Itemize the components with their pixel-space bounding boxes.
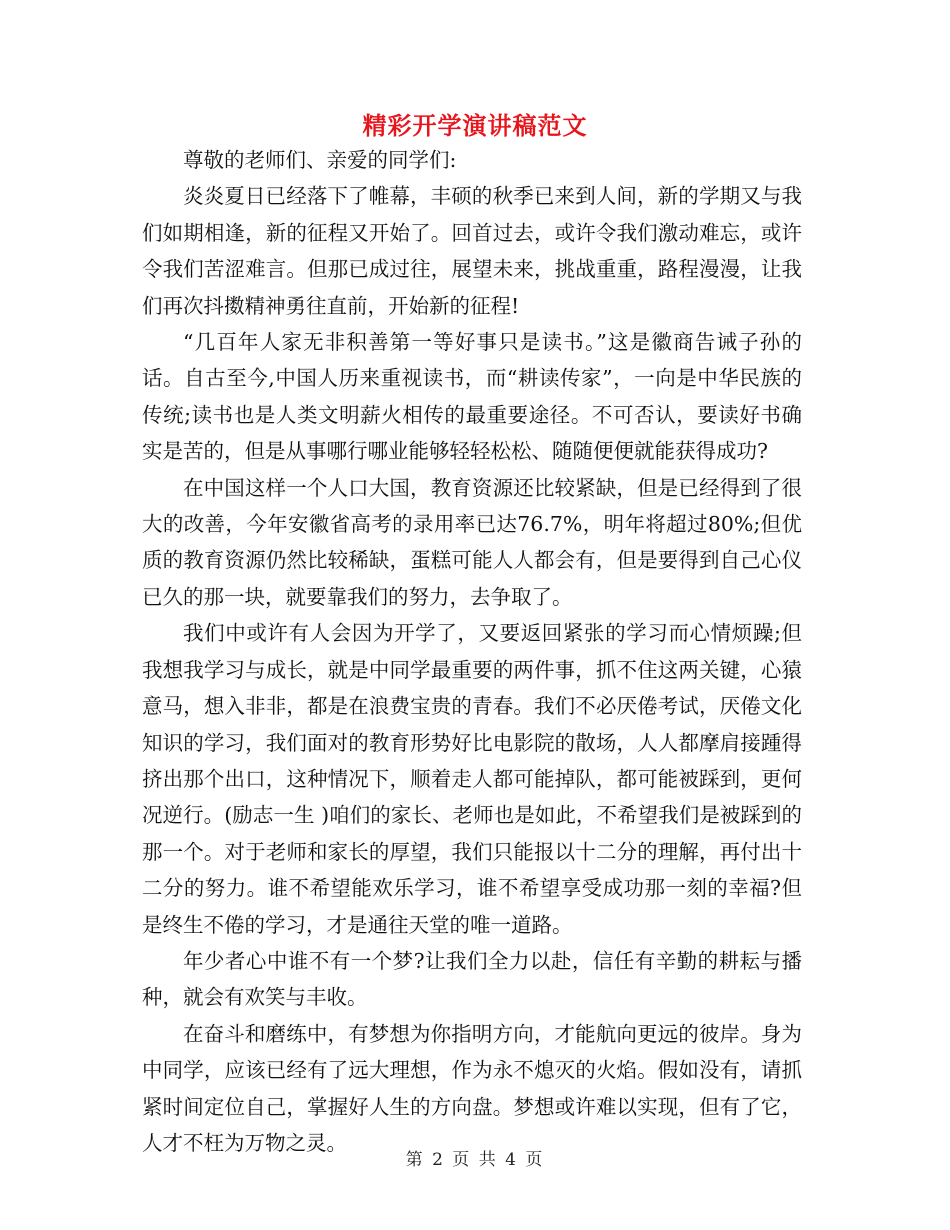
page-number-footer: 第 2 页 共 4 页 (405, 1150, 545, 1170)
paragraph: 在中国这样一个人口大国，教育资源还比较紧缺，但是已经得到了很大的改善，今年安徽省高考的录用率已达76.7%，明年将超过80%;但优质的教育资源仍然比较稀缺，蛋糕可能人人都会有，但是要得到自己心仪已久的那一块，就要靠我们的努力，去争取了。 (142, 475, 802, 609)
document-body (142, 142, 802, 1161)
paragraph: 年少者心中谁不有一个梦?让我们全力以赴，信任有辛勤的耕耘与播种，就会有欢笑与丰收。 (142, 948, 802, 1010)
paragraph: 在奋斗和磨练中，有梦想为你指明方向，才能航向更远的彼岸。身为中同学，应该已经有了远大理想，作为永不熄灭的火焰。假如没有，请抓紧时间定位自己，掌握好人生的方向盘。梦想或许难以实现，但有了它，人才不枉为万物之灵。 (142, 1021, 802, 1155)
paragraph: 炎炎夏日已经落下了帷幕，丰硕的秋季已来到人间，新的学期又与我们如期相逢，新的征程又开始了。回首过去，或许令我们激动难忘，或许令我们苦涩难言。但那已成过往，展望未来，挑战重重，路程漫漫，让我们再次抖擞精神勇往直前，开始新的征程! (142, 184, 802, 318)
salutation: 尊敬的老师们、亲爱的同学们: (183, 148, 457, 172)
document-title: 精彩开学演讲稿范文 (362, 111, 588, 140)
paragraph: “几百年人家无非积善第一等好事只是读书。”这是徽商告诫子孙的话。自古至今,中国人历来重视读书，而“耕读传家”，一向是中华民族的传统;读书也是人类文明薪火相传的最重要途径。不可否认，要读好书确实是苦的，但是从事哪行哪业能够轻轻松松、随随便便就能获得成功? (142, 330, 802, 464)
paragraph: 我们中或许有人会因为开学了，又要返回紧张的学习而心情烦躁;但我想我学习与成长，就是中同学最重要的两件事，抓不住这两关键，心猿意马，想入非非，都是在浪费宝贵的青春。我们不必厌倦考试，厌倦文化知识的学习，我们面对的教育形势好比电影院的散场，人人都摩肩接踵得挤出那个出口，这种情况下，顺着走人都可能掉队，都可能被踩到，更何况逆行。(励志一生 )咱们的家长、老师也是如此，不希望我们是被踩到的那一个。对于老师和家长的厚望，我们只能报以十二分的理解，再付出十二分的努力。谁不希望能欢乐学习，谁不希望享受成功那一刻的幸福?但是终生不倦的学习，才是通往天堂的唯一道路。 (142, 621, 802, 937)
